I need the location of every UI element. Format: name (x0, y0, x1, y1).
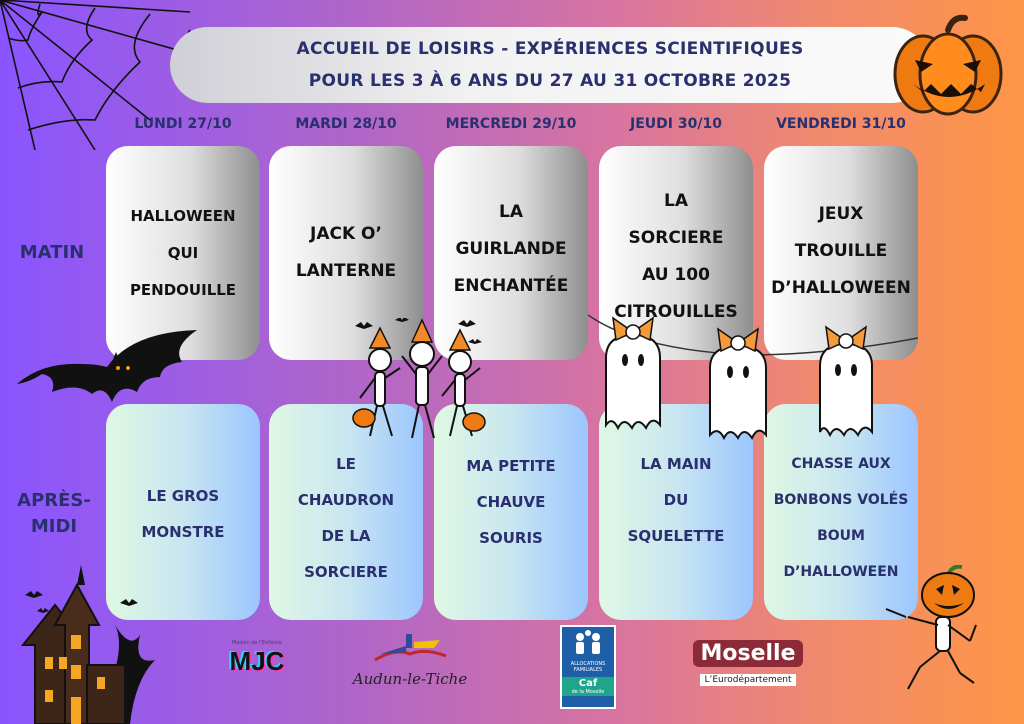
header-banner (170, 27, 930, 103)
caf-text-3: Caf (578, 678, 598, 689)
activity-line: SORCIERE (304, 563, 388, 581)
mjc-logo (222, 640, 292, 688)
activity-line: CITROUILLES (614, 302, 738, 322)
activity-line: GUIRLANDE (455, 239, 567, 259)
header-title-line-1: ACCUEIL DE LOISIRS - EXPÉRIENCES SCIENTIFIQUES (296, 39, 804, 59)
activity-line: LE (336, 455, 356, 473)
mjc-logo-small-text: Maison de l'Enfance (232, 640, 282, 646)
header-title-line-2: POUR LES 3 À 6 ANS DU 27 AU 31 OCTOBRE 2025 (308, 71, 792, 91)
caf-logo (560, 625, 616, 709)
activity-line: DE LA (321, 527, 371, 545)
activity-line: D’HALLOWEEN (771, 278, 911, 298)
row-label-afternoon-line-1: APRÈS- (17, 490, 91, 511)
ghost-garland-icon (588, 310, 923, 450)
row-label-afternoon-line-2: MIDI (30, 516, 78, 537)
caf-text-4: de la Moselle (571, 689, 605, 695)
activity-line: DU (663, 491, 689, 509)
row-label-afternoon (14, 488, 94, 540)
day-thursday: JEUDI 30/10 (630, 116, 722, 132)
activity-line: LA MAIN (640, 455, 712, 473)
bat-icon (12, 322, 202, 422)
activity-line: QUI (167, 243, 199, 262)
moselle-logo-text: Moselle (693, 640, 803, 667)
activity-line: LANTERNE (295, 261, 397, 281)
activity-line: SQUELETTE (627, 527, 725, 545)
activity-line: SORCIERE (628, 228, 724, 248)
activity-line: CHAUVE (476, 493, 546, 511)
activity-line: MA PETITE (466, 457, 556, 475)
pumpkin-icon (893, 12, 1003, 116)
activity-line: HALLOWEEN (130, 206, 236, 225)
activity-line: CHASSE AUX (791, 456, 891, 472)
activity-line: PENDOUILLE (129, 280, 237, 299)
activity-line: LA (664, 191, 688, 211)
activity-line: SOURIS (479, 529, 543, 547)
activity-line: JACK O’ (310, 224, 382, 244)
day-monday: LUNDI 27/10 (134, 116, 232, 132)
row-label-morning: MATIN (19, 242, 85, 263)
activity-line: LE GROS (146, 487, 220, 505)
day-wednesday: MERCREDI 29/10 (445, 116, 577, 132)
audun-logo-text: Audun-le-Tiche (352, 670, 468, 688)
caf-text-1: ALLOCATIONS (570, 661, 606, 667)
activity-line: MONSTRE (141, 523, 225, 541)
audun-emblem-icon (370, 630, 450, 666)
day-tuesday: MARDI 28/10 (295, 116, 397, 132)
pumpkin-skeleton-icon (878, 565, 988, 695)
activity-line: BONBONS VOLÉS (773, 492, 909, 508)
activity-line: CHAUDRON (297, 491, 395, 509)
moselle-logo (693, 640, 803, 690)
activity-line: LA (499, 202, 523, 222)
haunted-house-icon (15, 565, 160, 724)
caf-emblem-icon (568, 627, 608, 657)
caf-text-2: FAMILIALES (573, 667, 603, 673)
moselle-logo-subtitle: L’Eurodépartement (700, 674, 795, 686)
activity-line: ENCHANTÉE (453, 276, 569, 296)
day-friday: VENDREDI 31/10 (776, 116, 906, 132)
mjc-logo-text: MJC (229, 646, 285, 676)
activity-line: TROUILLE (794, 241, 888, 261)
audun-le-tiche-logo (350, 630, 470, 700)
skeletons-icon (350, 318, 490, 443)
activity-line: JEUX (818, 204, 864, 224)
activity-line: D’HALLOWEEN (783, 564, 899, 580)
activity-line: BOUM (817, 528, 865, 544)
activity-line: AU 100 (642, 265, 710, 285)
